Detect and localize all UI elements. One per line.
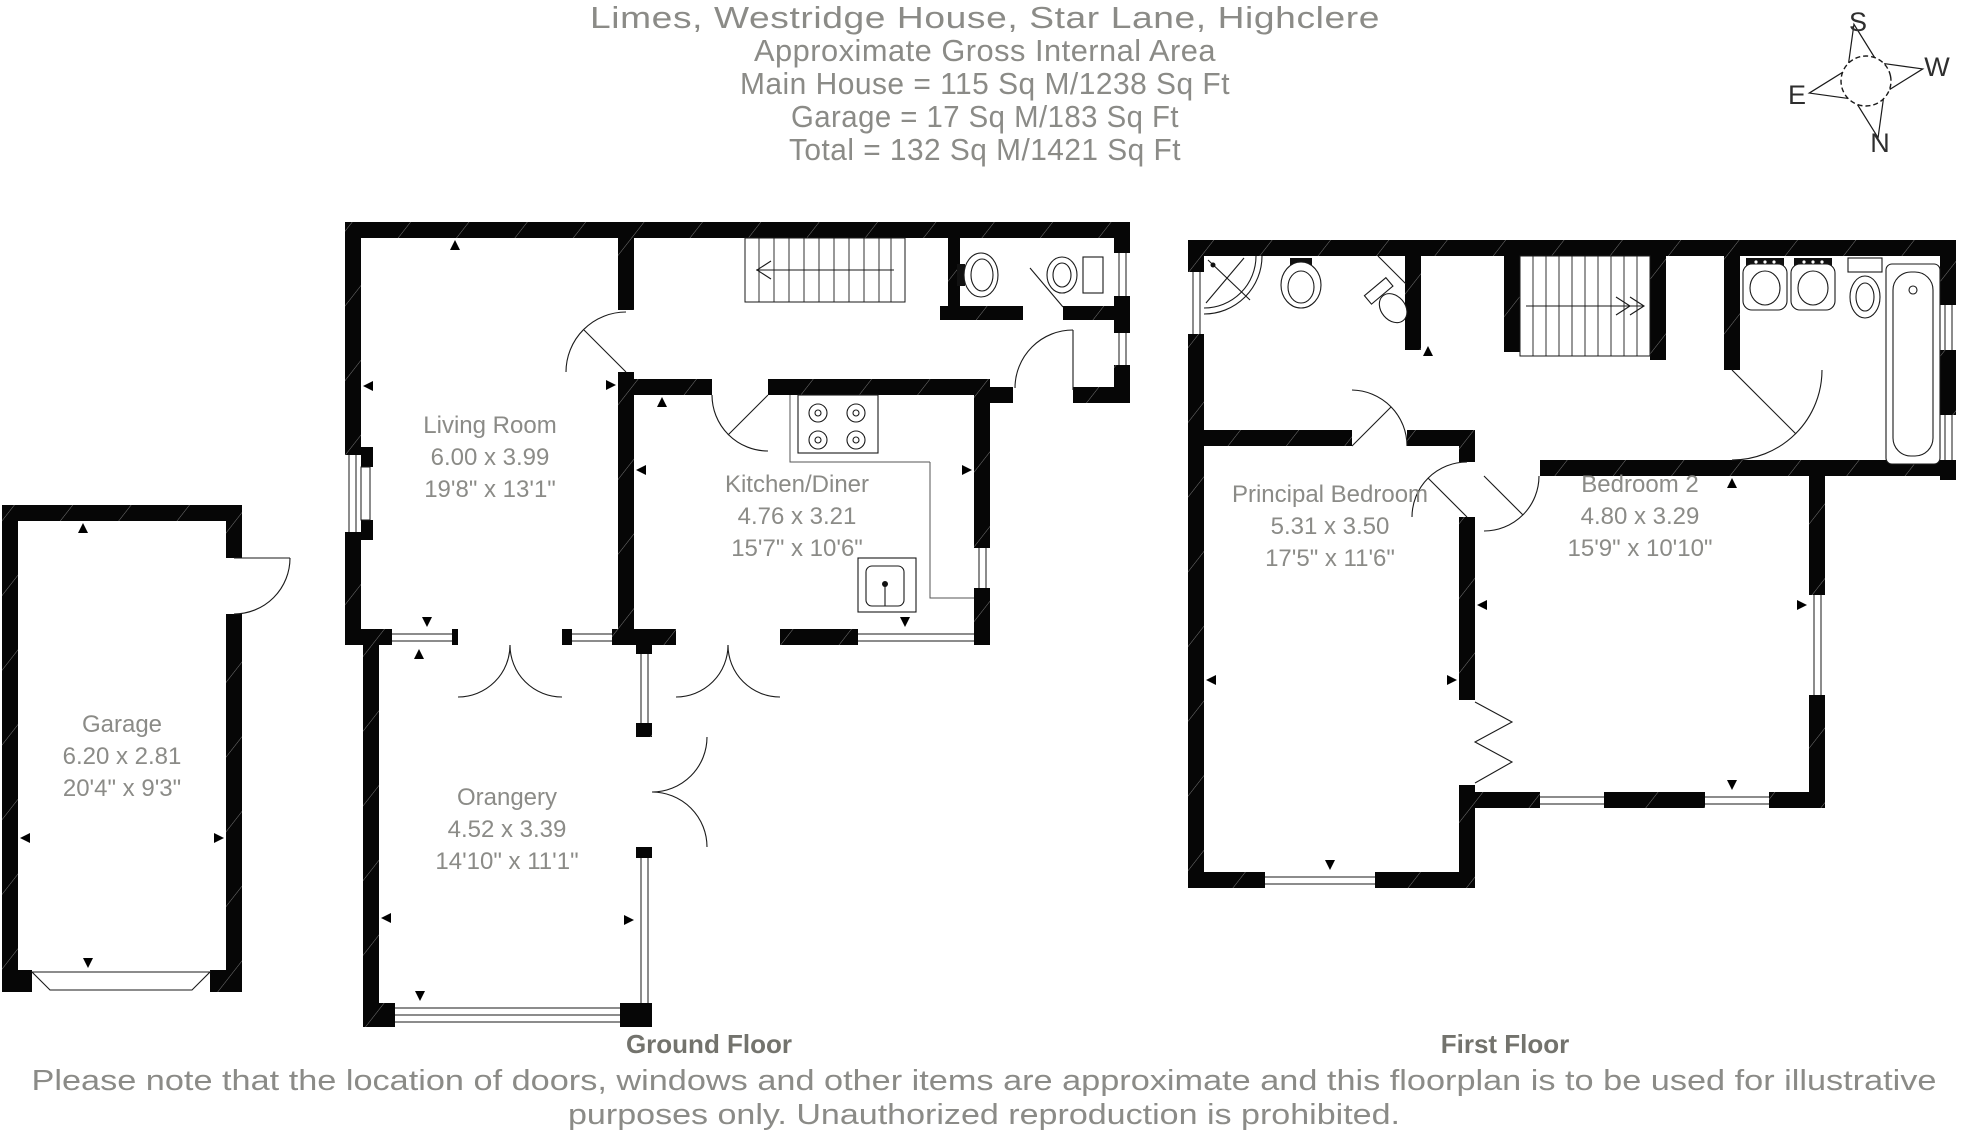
walls [345,222,1130,1027]
compass-south-label: S [1848,7,1868,37]
disclaimer [32,1065,1937,1131]
title-address: Limes, Westridge House, Star Lane, Highclere [590,0,1380,35]
disclaimer-line-1: Please note that the location of doors, windows and other items are approximate and this floorplan is to be used for illustrative [31,1065,1937,1097]
shower-icon [1204,256,1262,314]
room-dims-imperial: 15'7" x 10'6" [731,535,863,562]
garage-door-icon [32,972,210,990]
windows [345,253,1130,1025]
stairs-icon [745,238,905,302]
room-dims-metric: 4.80 x 3.29 [1580,503,1700,530]
bathroom-toilet-icon [1848,258,1882,318]
title-garage: Garage = 17 Sq M/183 Sq Ft [791,99,1179,134]
floor-captions [626,1029,1569,1059]
principal-bedroom-label [1232,481,1428,572]
compass-west-label: W [1924,52,1950,82]
ground-floor-plan [345,222,1130,1027]
room-dims-metric: 6.20 x 2.81 [62,743,182,770]
windows [1188,272,1956,888]
dimension-ticks [1206,346,1807,870]
room-dims-imperial: 20'4" x 9'3" [62,775,182,802]
ground-floor-caption: Ground Floor [625,1029,793,1059]
disclaimer-line-2: purposes only. Unauthorized reproduction is prohibited. [568,1099,1400,1131]
ensuite-sink-icon [1281,258,1321,308]
room-dims-imperial: 15'9" x 10'10" [1567,535,1713,562]
dimension-ticks [363,240,972,1001]
bathtub-icon [1886,264,1940,464]
room-dims-metric: 4.76 x 3.21 [737,503,857,530]
garage-plan [2,505,290,992]
room-name: Orangery [456,784,558,811]
room-name: Garage [81,711,163,738]
orangery-label [435,784,578,875]
living-room-label [423,412,556,503]
title-total: Total = 132 Sq M/1421 Sq Ft [789,132,1181,167]
room-name: Living Room [423,412,557,439]
room-name: Principal Bedroom [1231,481,1429,508]
side-door [234,558,290,614]
room-name: Bedroom 2 [1581,471,1699,498]
compass-east-label: E [1787,80,1807,110]
title-area-heading: Approximate Gross Internal Area [754,33,1217,68]
room-dims-imperial: 14'10" x 11'1" [435,848,579,875]
kitchen-diner-label [725,471,869,562]
room-dims-imperial: 17'5" x 11'6" [1265,545,1395,572]
title-block [590,0,1380,167]
room-dims-metric: 4.52 x 3.39 [447,816,567,843]
wc-sink-icon [957,253,998,297]
title-main-house: Main House = 115 Sq M/1238 Sq Ft [740,66,1230,101]
hob-icon [798,395,878,453]
first-floor-caption: First Floor [1440,1029,1570,1059]
first-floor-plan [1188,240,1956,888]
bedroom-2-label [1568,471,1713,562]
room-name: Kitchen/Diner [724,471,870,498]
compass-icon [1788,7,1950,158]
compass-north-label: N [1870,128,1890,158]
wc-toilet-icon [1047,257,1103,293]
garage-label [63,711,182,802]
bathroom-sink-icon [1743,258,1787,310]
kitchen-sink-icon [858,558,916,612]
room-dims-imperial: 19'8" x 13'1" [424,476,556,503]
room-dims-metric: 6.00 x 3.99 [430,444,550,471]
bathroom-sink-icon [1791,258,1835,310]
room-dims-metric: 5.31 x 3.50 [1270,513,1390,540]
stairs-icon [1520,256,1650,356]
